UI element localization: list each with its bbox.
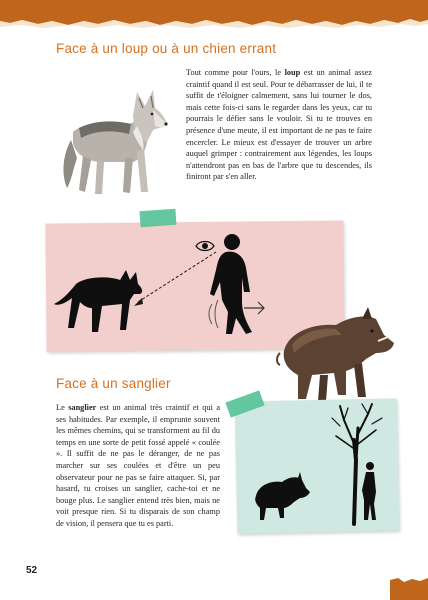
- boar-silhouette: [255, 472, 310, 520]
- arrow-icon: [244, 302, 264, 314]
- wolf-illustration: [55, 82, 173, 200]
- boar-illustration: [272, 305, 396, 405]
- page-number: 52: [26, 565, 38, 576]
- heading-wolf: Face à un loup ou à un chien errant: [56, 41, 277, 56]
- paragraph-boar: Le sanglier est un animal très craintif et qui a ses habitudes. Par exemple, il emprunte souvent les mêmes chemins, qui se transforment au fil du temps en une sorte de petit fossé appelé « coulée ». Il suffit de ne pas le déranger, de ne pas marcher sur ses coulées et d'être un peu observateur pour ne pas se faire attaquer. Si, par hasard, tu croises un sanglier, cache-toi et ne bouge plus. Le sanglier entend très bien, mais ne voit presque rien. Si tu disparais de son champ de vision, il pensera que tu es parti.: [56, 403, 220, 528]
- tree-silhouette: [332, 404, 382, 524]
- wolf-silhouette: [54, 270, 142, 332]
- dashed-line: [138, 252, 216, 302]
- person-silhouette: [362, 462, 376, 520]
- paragraph-wolf: Tout comme pour l'ours, le loup est un animal assez craintif quand il est seul. Pour te débarrasser de lui, il te suffit de t'éloigner calmement, sans lui tourner le dos, mais cette fois-ci sans le regarder dans les yeux, car tu pourrais le défier sans le vouloir. Si tu te trouves en présence d'une meute, il est important de ne pas te faire encercler. Le mieux est d'essayer de trouver un arbre auquel grimper : contrairement aux légendes, les loups n'attendront pas en bas de l'arbre que tu descendes, ils finiront par s'en aller.: [186, 68, 372, 182]
- eye-icon: [196, 242, 214, 251]
- footer-corner: [380, 560, 428, 600]
- arrowhead-icon: [134, 298, 143, 306]
- header-band: [0, 0, 428, 30]
- person-silhouette: [210, 234, 252, 334]
- boar-encounter-scene: [236, 400, 398, 532]
- heading-boar: Face à un sanglier: [56, 376, 171, 391]
